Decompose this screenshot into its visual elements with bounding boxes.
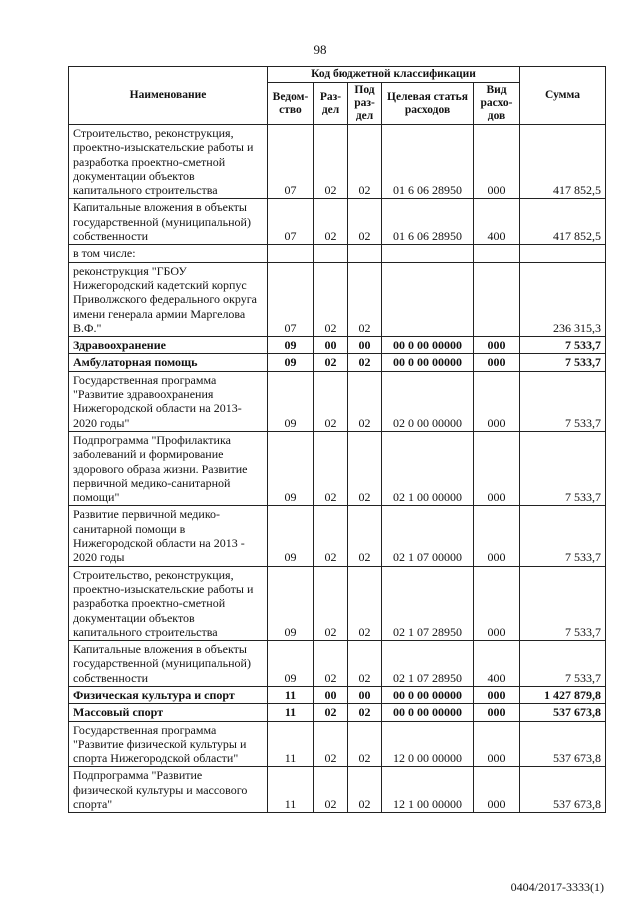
row-vedomstvo-cell: 07 xyxy=(268,199,314,245)
row-razdel-cell: 02 xyxy=(314,431,348,505)
budget-table xyxy=(68,66,606,813)
header-name: Наименование xyxy=(69,67,268,125)
row-vedomstvo-cell: 07 xyxy=(268,262,314,336)
row-sum-cell: 7 533,7 xyxy=(520,354,606,371)
row-podrazdel-cell: 02 xyxy=(348,262,382,336)
row-expense-type-cell: 000 xyxy=(474,431,520,505)
row-target-article-cell: 12 1 00 00000 xyxy=(382,767,474,813)
table-row xyxy=(69,199,606,245)
row-target-article-cell: 12 0 00 00000 xyxy=(382,721,474,767)
table-row xyxy=(69,767,606,813)
row-target-article-cell: 02 1 00 00000 xyxy=(382,431,474,505)
row-podrazdel-cell: 02 xyxy=(348,641,382,687)
row-sum-cell: 417 852,5 xyxy=(520,125,606,199)
row-podrazdel-cell: 02 xyxy=(348,506,382,566)
header-podrazdel: Под раз-дел xyxy=(348,83,382,125)
table-row xyxy=(69,431,606,505)
row-target-article-cell: 00 0 00 00000 xyxy=(382,686,474,703)
row-target-article-cell: 01 6 06 28950 xyxy=(382,125,474,199)
row-razdel-cell: 02 xyxy=(314,262,348,336)
row-sum-cell: 7 533,7 xyxy=(520,337,606,354)
table-row xyxy=(69,125,606,199)
row-razdel-cell: 02 xyxy=(314,767,348,813)
row-razdel-cell: 02 xyxy=(314,641,348,687)
table-row xyxy=(69,371,606,431)
row-name-cell: Государственная программа "Развитие физической культуры и спорта Нижегородской области" xyxy=(69,721,268,767)
row-expense-type-cell: 000 xyxy=(474,354,520,371)
row-target-article-cell: 02 1 07 00000 xyxy=(382,506,474,566)
row-vedomstvo-cell: 09 xyxy=(268,337,314,354)
header-budget-classification-code: Код бюджетной классификации xyxy=(268,67,520,83)
row-razdel-cell: 02 xyxy=(314,199,348,245)
row-vedomstvo-cell: 11 xyxy=(268,721,314,767)
row-sum-cell: 7 533,7 xyxy=(520,371,606,431)
page-number: 98 xyxy=(313,42,327,57)
row-vedomstvo-cell: 09 xyxy=(268,354,314,371)
row-sum-cell: 537 673,8 xyxy=(520,704,606,721)
row-target-article-cell xyxy=(382,262,474,336)
row-expense-type-cell: 000 xyxy=(474,721,520,767)
row-name-cell: Здравоохранение xyxy=(69,337,268,354)
row-vedomstvo-cell: 09 xyxy=(268,566,314,640)
row-expense-type-cell: 000 xyxy=(474,704,520,721)
row-expense-type-cell: 000 xyxy=(474,337,520,354)
row-name-cell: Строительство, реконструкция, проектно-изыскательские работы и разработка проектно-сметной документации объектов капитального строительства xyxy=(69,566,268,640)
row-sum-cell: 537 673,8 xyxy=(520,767,606,813)
table-row xyxy=(69,245,606,262)
row-razdel-cell: 02 xyxy=(314,506,348,566)
table-body xyxy=(69,125,606,813)
row-target-article-cell: 00 0 00 00000 xyxy=(382,354,474,371)
document-code: 0404/2017-3333(1) xyxy=(510,880,604,894)
row-target-article-cell: 01 6 06 28950 xyxy=(382,199,474,245)
row-vedomstvo-cell: 09 xyxy=(268,371,314,431)
row-target-article-cell xyxy=(382,245,474,262)
row-target-article-cell: 02 0 00 00000 xyxy=(382,371,474,431)
row-vedomstvo-cell: 11 xyxy=(268,686,314,703)
row-razdel-cell: 02 xyxy=(314,704,348,721)
table-row xyxy=(69,506,606,566)
header-target-article: Целевая статья расходов xyxy=(382,83,474,125)
header-expense-type: Вид расхо-дов xyxy=(474,83,520,125)
row-sum-cell: 7 533,7 xyxy=(520,641,606,687)
table-row xyxy=(69,641,606,687)
row-podrazdel-cell: 02 xyxy=(348,721,382,767)
row-sum-cell: 236 315,3 xyxy=(520,262,606,336)
row-sum-cell: 417 852,5 xyxy=(520,199,606,245)
row-vedomstvo-cell xyxy=(268,245,314,262)
row-target-article-cell: 02 1 07 28950 xyxy=(382,641,474,687)
row-target-article-cell: 00 0 00 00000 xyxy=(382,337,474,354)
row-name-cell: Амбулаторная помощь xyxy=(69,354,268,371)
row-podrazdel-cell: 02 xyxy=(348,767,382,813)
table-row xyxy=(69,337,606,354)
header-vedomstvo: Ведом-ство xyxy=(268,83,314,125)
row-podrazdel-cell: 02 xyxy=(348,199,382,245)
row-target-article-cell: 00 0 00 00000 xyxy=(382,704,474,721)
row-name-cell: Физическая культура и спорт xyxy=(69,686,268,703)
row-name-cell: в том числе: xyxy=(69,245,268,262)
row-podrazdel-cell: 02 xyxy=(348,125,382,199)
row-name-cell: Капитальные вложения в объекты государственной (муниципальной) собственности xyxy=(69,199,268,245)
row-expense-type-cell: 400 xyxy=(474,199,520,245)
row-expense-type-cell xyxy=(474,245,520,262)
row-expense-type-cell: 000 xyxy=(474,686,520,703)
row-razdel-cell: 02 xyxy=(314,371,348,431)
row-razdel-cell: 02 xyxy=(314,721,348,767)
table-row xyxy=(69,566,606,640)
row-expense-type-cell: 000 xyxy=(474,566,520,640)
row-podrazdel-cell: 02 xyxy=(348,431,382,505)
row-podrazdel-cell: 00 xyxy=(348,337,382,354)
row-podrazdel-cell: 02 xyxy=(348,704,382,721)
row-vedomstvo-cell: 07 xyxy=(268,125,314,199)
row-razdel-cell: 00 xyxy=(314,337,348,354)
row-expense-type-cell: 000 xyxy=(474,767,520,813)
row-expense-type-cell xyxy=(474,262,520,336)
table-row xyxy=(69,704,606,721)
table-row xyxy=(69,262,606,336)
row-name-cell: реконструкция "ГБОУ Нижегородский кадетский корпус Приволжского федерального округа имени генерала армии Маргелова В.Ф." xyxy=(69,262,268,336)
row-name-cell: Государственная программа "Развитие здравоохранения Нижегородской области на 2013-2020 годы" xyxy=(69,371,268,431)
row-podrazdel-cell: 02 xyxy=(348,371,382,431)
table-row xyxy=(69,686,606,703)
header-razdel: Раз-дел xyxy=(314,83,348,125)
row-sum-cell: 1 427 879,8 xyxy=(520,686,606,703)
row-vedomstvo-cell: 09 xyxy=(268,506,314,566)
row-sum-cell: 7 533,7 xyxy=(520,431,606,505)
row-name-cell: Капитальные вложения в объекты государственной (муниципальной) собственности xyxy=(69,641,268,687)
row-target-article-cell: 02 1 07 28950 xyxy=(382,566,474,640)
table-row xyxy=(69,721,606,767)
row-vedomstvo-cell: 11 xyxy=(268,704,314,721)
row-razdel-cell: 00 xyxy=(314,686,348,703)
row-expense-type-cell: 000 xyxy=(474,125,520,199)
row-podrazdel-cell: 02 xyxy=(348,566,382,640)
row-razdel-cell: 02 xyxy=(314,354,348,371)
row-name-cell: Строительство, реконструкция, проектно-изыскательские работы и разработка проектно-сметной документации объектов капитального строительства xyxy=(69,125,268,199)
header-sum: Сумма xyxy=(520,67,606,125)
row-expense-type-cell: 000 xyxy=(474,506,520,566)
row-razdel-cell: 02 xyxy=(314,125,348,199)
row-name-cell: Подпрограмма "Развитие физической культуры и массового спорта" xyxy=(69,767,268,813)
row-sum-cell: 7 533,7 xyxy=(520,566,606,640)
row-vedomstvo-cell: 11 xyxy=(268,767,314,813)
row-podrazdel-cell: 00 xyxy=(348,686,382,703)
row-podrazdel-cell xyxy=(348,245,382,262)
row-sum-cell xyxy=(520,245,606,262)
row-expense-type-cell: 400 xyxy=(474,641,520,687)
row-sum-cell: 7 533,7 xyxy=(520,506,606,566)
row-razdel-cell: 02 xyxy=(314,566,348,640)
row-podrazdel-cell: 02 xyxy=(348,354,382,371)
row-vedomstvo-cell: 09 xyxy=(268,431,314,505)
row-name-cell: Развитие первичной медико-санитарной помощи в Нижегородской области на 2013 - 2020 годы xyxy=(69,506,268,566)
row-name-cell: Массовый спорт xyxy=(69,704,268,721)
row-vedomstvo-cell: 09 xyxy=(268,641,314,687)
table-row xyxy=(69,354,606,371)
row-expense-type-cell: 000 xyxy=(474,371,520,431)
row-name-cell: Подпрограмма "Профилактика заболеваний и формирование здорового образа жизни. Развитие первичной медико-санитарной помощи" xyxy=(69,431,268,505)
row-sum-cell: 537 673,8 xyxy=(520,721,606,767)
row-razdel-cell xyxy=(314,245,348,262)
